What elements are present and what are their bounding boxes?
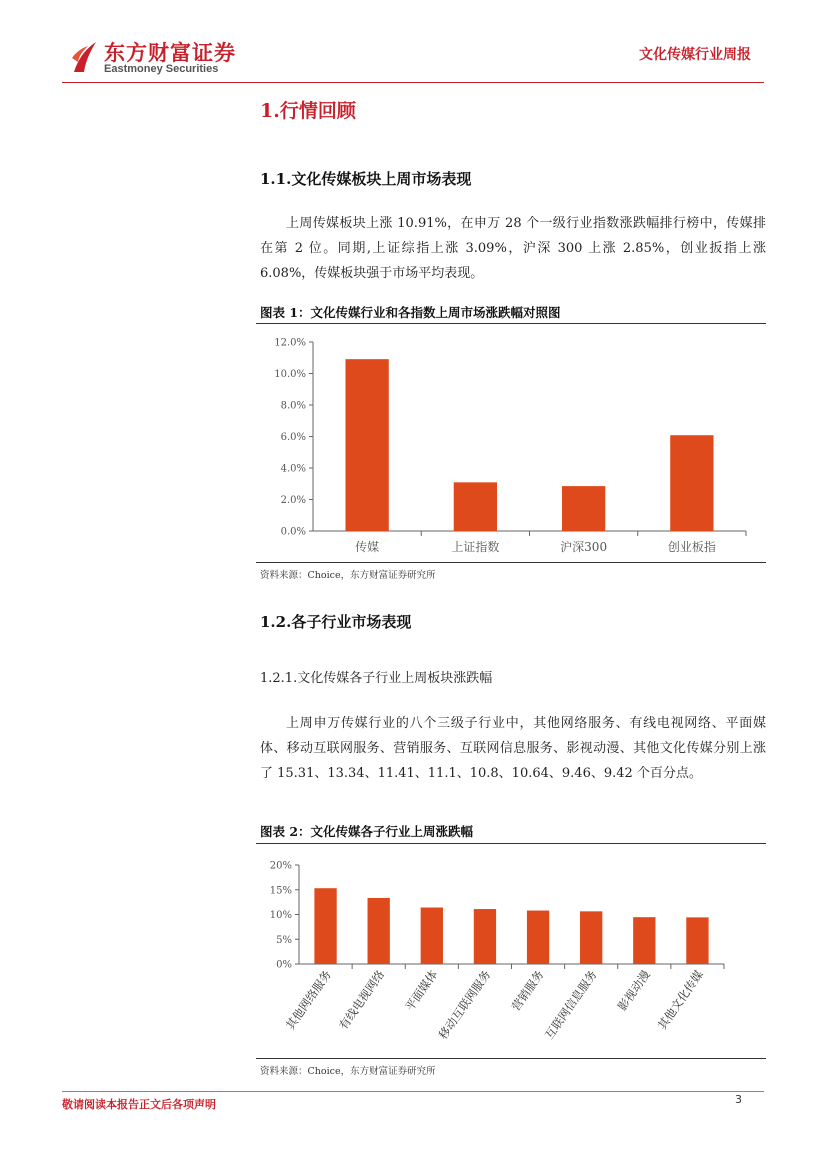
x-tick-label: 创业板指	[667, 540, 716, 554]
section-title: 1.行情回顾	[260, 100, 356, 122]
y-tick-label: 0.0%	[280, 526, 306, 538]
y-tick-label: 8.0%	[280, 400, 306, 412]
x-tick-label: 平面媒体	[402, 967, 441, 1014]
y-tick-label: 15%	[269, 885, 292, 897]
footer-divider	[62, 1091, 764, 1092]
y-tick-label: 0%	[276, 959, 292, 971]
y-tick-label: 5%	[276, 934, 292, 946]
y-tick-label: 6.0%	[280, 432, 306, 443]
figure-2-source: 资料来源：Choice，东方财富证券研究所	[260, 1066, 436, 1077]
x-tick-label: 沪深300	[560, 540, 608, 554]
figure-2-bottom-rule	[256, 1058, 766, 1059]
report-type-title: 文化传媒行业周报	[639, 47, 751, 63]
figure-1-source: 资料来源：Choice，东方财富证券研究所	[260, 570, 436, 581]
figure-1-top-rule	[256, 323, 766, 324]
x-tick-label: 其他文化传媒	[654, 967, 706, 1033]
x-tick-label: 营销服务	[508, 967, 547, 1014]
y-tick-label: 20%	[269, 860, 292, 872]
x-tick-label: 移动互联网服务	[435, 967, 494, 1042]
bar	[633, 917, 655, 964]
subsection-title-1-2: 1.2.各子行业市场表现	[260, 613, 412, 631]
page-number: 3	[735, 1093, 742, 1106]
x-tick-label: 其他网络服务	[282, 967, 335, 1033]
bar	[527, 911, 549, 964]
bar	[562, 486, 605, 531]
bar	[686, 917, 708, 964]
chart-2-subsector-change	[256, 850, 766, 1055]
y-tick-label: 10.0%	[274, 369, 306, 380]
figure-1-title: 图表 1：文化传媒行业和各指数上周市场涨跌幅对照图	[260, 305, 561, 320]
paragraph-market-performance: 上周传媒板块上涨 10.91%，在申万 28 个一级行业指数涨跌幅排行榜中，传媒排在第 2 位。同期,上证综指上涨 3.09%，沪深 300 上涨 2.85%，创业扳指上涨 6.08%，传媒板块强于市场平均表现。	[260, 216, 766, 281]
logo-english-name: Eastmoney Securities	[104, 63, 219, 75]
x-tick-label: 影视动漫	[614, 967, 653, 1014]
y-tick-label: 4.0%	[280, 463, 306, 475]
x-tick-label: 互联网信息服务	[542, 967, 600, 1042]
chart-1-index-comparison	[256, 330, 766, 560]
bar	[421, 908, 443, 964]
bar	[454, 482, 497, 531]
figure-2-top-rule	[256, 843, 766, 844]
x-tick-label: 传媒	[355, 540, 380, 554]
subsection-title-1-2-1: 1.2.1.文化传媒各子行业上周板块涨跌幅	[260, 671, 493, 686]
header-divider	[62, 82, 764, 83]
paragraph-subsector-performance: 上周申万传媒行业的八个三级子行业中，其他网络服务、有线电视网络、平面媒体、移动互联网服务、营销服务、互联网信息服务、影视动漫、其他文化传媒分别上涨了 15.31、13.34、11.41、11.1、10.8、10.64、9.46、9.42 个百分点。	[260, 716, 766, 781]
x-tick-label: 有线电视网络	[336, 967, 388, 1033]
subsection-title-1-1: 1.1.文化传媒板块上周市场表现	[260, 170, 472, 188]
bar	[345, 359, 388, 531]
bar	[580, 911, 602, 964]
footer-disclaimer: 敬请阅读本报告正文后各项声明	[62, 1098, 216, 1111]
figure-2-title: 图表 2：文化传媒各子行业上周涨跌幅	[260, 824, 474, 839]
y-tick-label: 10%	[269, 910, 292, 921]
y-tick-label: 12.0%	[274, 337, 306, 349]
bar	[368, 898, 390, 964]
x-tick-label: 上证指数	[451, 540, 500, 554]
eastmoney-logo-icon	[70, 38, 100, 74]
bar	[314, 888, 336, 964]
y-tick-label: 2.0%	[280, 495, 306, 506]
figure-1-bottom-rule	[256, 562, 766, 563]
logo-chinese-name: 东方财富证券	[104, 41, 236, 65]
bar	[474, 909, 496, 964]
bar	[670, 435, 713, 531]
